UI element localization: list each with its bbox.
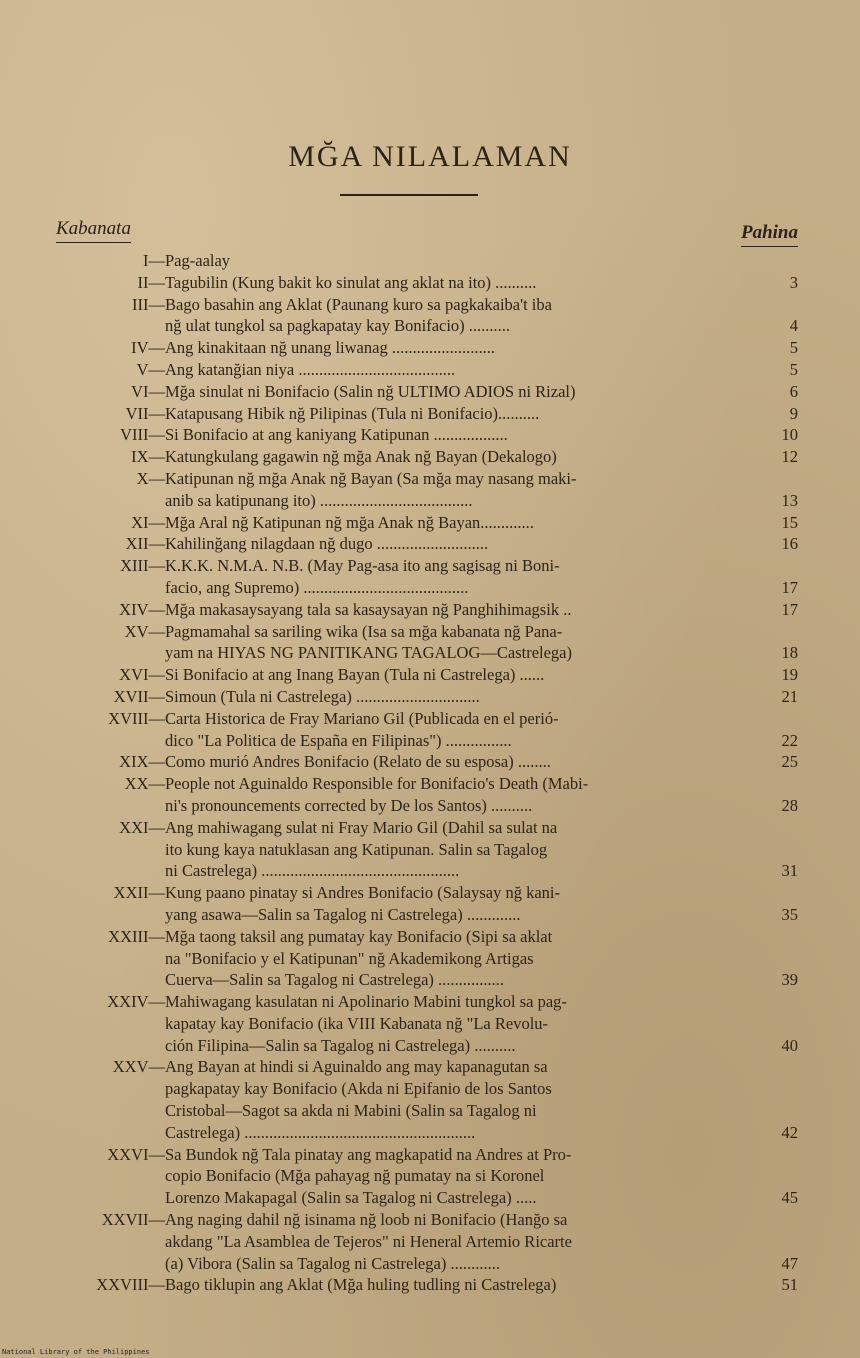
page-number: 22 [781, 730, 798, 750]
chapter-number: XV— [124, 621, 165, 641]
toc-line [0, 403, 860, 425]
chapter-title: yang asawa—Salin sa Tagalog ni Castrelega) ............. [165, 904, 521, 924]
toc-entry [0, 424, 860, 446]
toc-line [0, 1100, 860, 1122]
page-number: 21 [781, 686, 798, 706]
page-number: 16 [781, 534, 798, 554]
toc-line [0, 969, 860, 991]
chapter-title: ción Filipina—Salin sa Tagalog ni Castrelega) .......... [165, 1035, 516, 1055]
chapter-title: People not Aguinaldo Responsible for Bonifacio's Death (Mabi- [165, 774, 589, 794]
page-number: 51 [781, 1275, 798, 1295]
toc-entry [0, 1056, 860, 1143]
toc-line [0, 751, 860, 773]
chapter-title: dico "La Politica de España en Filipinas") ................ [165, 730, 512, 750]
chapter-title: Mahiwagang kasulatan ni Apolinario Mabini tungkol sa pag- [165, 992, 567, 1012]
chapter-title: Cuerva—Salin sa Tagalog ni Castrelega) ................ [165, 970, 505, 990]
page-number: 42 [781, 1122, 798, 1142]
chapter-title: yam na HIYAS NG PANITIKANG TAGALOG—Castrelega) [165, 643, 572, 663]
toc-entry [0, 337, 860, 359]
chapter-title: Cristobal—Sagot sa akda ni Mabini (Salin sa Tagalog ni [165, 1101, 537, 1121]
page-number: 31 [781, 861, 798, 881]
chapter-title: Ang naging dahil nğ isinama nğ loob ni Bonifacio (Hanğo sa [165, 1210, 568, 1230]
chapter-title: Como murió Andres Bonifacio (Relato de su esposa) ........ [165, 752, 551, 772]
toc-entry [0, 1144, 860, 1209]
page-number: 15 [781, 512, 798, 532]
column-label-page: Pahina [741, 222, 798, 247]
chapter-number: I— [143, 251, 165, 270]
chapter-number: XXII— [113, 883, 165, 903]
toc-line [0, 948, 860, 970]
chapter-number: XXVI— [107, 1144, 165, 1164]
chapter-title: Ang kinakitaan nğ unang liwanag ......................... [165, 338, 495, 358]
table-of-contents [0, 250, 860, 1296]
chapter-number: XI— [131, 512, 165, 532]
chapter-number: XXVIII— [96, 1275, 165, 1295]
page-number: 39 [781, 970, 798, 990]
chapter-title: Pag-aalay [165, 251, 231, 270]
toc-entry [0, 686, 860, 708]
toc-line [0, 468, 860, 490]
toc-line [0, 1078, 860, 1100]
page-number: 45 [781, 1188, 798, 1208]
toc-entry [0, 555, 860, 599]
toc-entry [0, 1209, 860, 1274]
chapter-title: Lorenzo Makapagal (Salin sa Tagalog ni Castrelega) ..... [165, 1188, 537, 1208]
toc-line [0, 773, 860, 795]
toc-line [0, 1209, 860, 1231]
page-title: MĞA NILALAMAN [288, 140, 572, 173]
chapter-number: V— [136, 359, 165, 379]
toc-line [0, 490, 860, 512]
chapter-number: IX— [131, 447, 165, 467]
chapter-title: anib sa katipunang ito) ..................................... [165, 490, 473, 510]
column-label-chapter: Kabanata [56, 218, 131, 243]
chapter-number: XXV— [112, 1057, 165, 1077]
chapter-number: VI— [131, 381, 165, 401]
toc-entry [0, 403, 860, 425]
chapter-title: ito kung kaya natuklasan ang Katipunan. Salin sa Tagalog [165, 839, 548, 859]
chapter-title: ni Castrelega) ................................................ [165, 861, 460, 881]
chapter-title: na "Bonifacio y el Katipunan" nğ Akademikong Artigas [165, 948, 534, 968]
page-number: 4 [789, 316, 798, 336]
chapter-title: Katipunan nğ mğa Anak nğ Bayan (Sa mğa may nasang maki- [165, 468, 577, 488]
chapter-title: facio, ang Supremo) ........................................ [165, 577, 469, 597]
page-number: 3 [789, 272, 798, 292]
chapter-number: XXVII— [101, 1210, 165, 1230]
chapter-number: XVI— [119, 665, 165, 685]
page-number: 35 [781, 904, 798, 924]
toc-entry [0, 446, 860, 468]
toc-line [0, 294, 860, 316]
toc-line [0, 446, 860, 468]
toc-line [0, 817, 860, 839]
chapter-number: II— [137, 272, 165, 292]
page-number: 17 [781, 577, 798, 597]
toc-entry [0, 468, 860, 512]
chapter-title: Mğa taong taksil ang pumatay kay Bonifacio (Sipi sa aklat [165, 926, 553, 946]
page-number: 5 [789, 338, 798, 358]
title-underline [340, 194, 478, 196]
page-number: 18 [781, 643, 798, 663]
toc-entry [0, 708, 860, 752]
chapter-number: VII— [125, 403, 165, 423]
toc-line [0, 708, 860, 730]
toc-line [0, 315, 860, 337]
toc-entry [0, 250, 860, 272]
toc-entry [0, 926, 860, 991]
toc-line [0, 1144, 860, 1166]
toc-entry [0, 773, 860, 817]
toc-line [0, 1231, 860, 1253]
toc-entry [0, 991, 860, 1056]
page-number: 47 [781, 1253, 798, 1273]
chapter-number: IV— [131, 338, 165, 358]
toc-line [0, 272, 860, 294]
chapter-title: K.K.K. N.M.A. N.B. (May Pag-asa ito ang sagisag ni Boni- [165, 556, 560, 576]
chapter-title: Katungkulang gagawin nğ mğa Anak nğ Bayan (Dekalogo) [165, 447, 557, 467]
toc-line [0, 621, 860, 643]
chapter-title: (a) Vibora (Salin sa Tagalog ni Castrelega) ............ [165, 1253, 500, 1273]
toc-entry [0, 817, 860, 882]
chapter-title: Carta Historica de Fray Mariano Gil (Publicada en el perió- [165, 708, 559, 728]
toc-line [0, 1253, 860, 1275]
chapter-number: XIX— [119, 752, 165, 772]
toc-line [0, 337, 860, 359]
toc-line [0, 664, 860, 686]
toc-entry [0, 533, 860, 555]
chapter-title: Si Bonifacio at ang Inang Bayan (Tula ni Castrelega) ...... [165, 665, 545, 685]
toc-line [0, 1187, 860, 1209]
toc-entry [0, 664, 860, 686]
toc-line [0, 250, 860, 272]
chapter-title: Ang mahiwagang sulat ni Fray Mario Gil (Dahil sa sulat na [165, 817, 558, 837]
toc-entry [0, 294, 860, 338]
chapter-title: Tagubilin (Kung bakit ko sinulat ang aklat na ito) .......... [165, 272, 537, 292]
chapter-number: VIII— [120, 425, 165, 445]
toc-line [0, 1165, 860, 1187]
toc-entry [0, 359, 860, 381]
chapter-title: Mğa sinulat ni Bonifacio (Salin nğ ULTIMO ADIOS ni Rizal) [165, 381, 576, 401]
page-number: 13 [781, 490, 798, 510]
chapter-title: Bago basahin ang Aklat (Paunang kuro sa pagkakaiba't iba [165, 294, 552, 314]
toc-line [0, 533, 860, 555]
toc-line [0, 512, 860, 534]
toc-line [0, 1122, 860, 1144]
chapter-title: akdang "La Asamblea de Tejeros" ni Heneral Artemio Ricarte [165, 1231, 572, 1251]
page-number: 5 [789, 359, 798, 379]
chapter-title: pagkapatay kay Bonifacio (Akda ni Epifanio de los Santos [165, 1079, 552, 1099]
chapter-title: nğ ulat tungkol sa pagkapatay kay Bonifacio) .......... [165, 316, 511, 336]
chapter-title: Pagmamahal sa sariling wika (Isa sa mğa kabanata nğ Pana- [165, 621, 563, 641]
toc-line [0, 926, 860, 948]
chapter-title: Mğa Aral nğ Katipunan nğ mğa Anak nğ Bayan............. [165, 512, 534, 532]
chapter-number: XXIV— [107, 992, 165, 1012]
chapter-number: XVIII— [108, 708, 165, 728]
chapter-title: Si Bonifacio at ang kaniyang Katipunan .................. [165, 425, 508, 445]
page-number: 10 [781, 425, 798, 445]
chapter-title: Ang Bayan at hindi si Aguinaldo ang may kapanagutan sa [165, 1057, 548, 1077]
chapter-title: copio Bonifacio (Mğa pahayag nğ pumatay na si Koronel [165, 1166, 545, 1186]
chapter-title: Bago tiklupin ang Aklat (Mğa huling tudling ni Castrelega) [165, 1275, 557, 1295]
page-number: 9 [789, 403, 798, 423]
toc-entry [0, 512, 860, 534]
chapter-title: Sa Bundok nğ Tala pinatay ang magkapatid na Andres at Pro- [165, 1144, 572, 1164]
toc-line [0, 359, 860, 381]
toc-line [0, 642, 860, 664]
chapter-title: kapatay kay Bonifacio (ika VIII Kabanata nğ "La Revolu- [165, 1013, 549, 1033]
toc-line [0, 1013, 860, 1035]
chapter-title: Kahilinğang nilagdaan nğ dugo ........................... [165, 534, 489, 554]
toc-line [0, 839, 860, 861]
chapter-title: ni's pronouncements corrected by De los Santos) .......... [165, 795, 533, 815]
chapter-title: Mğa makasaysayang tala sa kasaysayan nğ Panghihimagsik .. [165, 599, 572, 619]
toc-entry [0, 621, 860, 665]
page-number: 19 [781, 665, 798, 685]
chapter-number: XVII— [113, 686, 165, 706]
toc-line [0, 795, 860, 817]
toc-entry [0, 381, 860, 403]
toc-entry [0, 1274, 860, 1296]
page-number: 17 [781, 599, 798, 619]
chapter-title: Kung paano pinatay si Andres Bonifacio (Salaysay nğ kani- [165, 883, 560, 903]
toc-line [0, 860, 860, 882]
toc-line [0, 730, 860, 752]
toc-entry [0, 751, 860, 773]
toc-line [0, 381, 860, 403]
toc-line [0, 1035, 860, 1057]
toc-entry [0, 272, 860, 294]
page-number: 28 [781, 795, 798, 815]
chapter-title: Castrelega) ........................................................ [165, 1122, 476, 1142]
chapter-title: Simoun (Tula ni Castrelega) .............................. [165, 686, 480, 706]
toc-line [0, 1056, 860, 1078]
chapter-title: Katapusang Hibik nğ Pilipinas (Tula ni Bonifacio).......... [165, 403, 540, 423]
toc-line [0, 904, 860, 926]
chapter-number: XXIII— [108, 926, 165, 946]
chapter-number: XIII— [120, 556, 165, 576]
chapter-number: XII— [125, 534, 165, 554]
chapter-number: III— [132, 294, 165, 314]
toc-line [0, 882, 860, 904]
toc-line [0, 599, 860, 621]
toc-line [0, 991, 860, 1013]
toc-line [0, 555, 860, 577]
toc-line [0, 424, 860, 446]
toc-entry [0, 882, 860, 926]
toc-entry [0, 599, 860, 621]
toc-line [0, 686, 860, 708]
chapter-number: XX— [124, 774, 165, 794]
chapter-number: XXI— [119, 817, 165, 837]
library-footer: National Library of the Philippines [2, 1348, 150, 1356]
page-number: 12 [781, 447, 798, 467]
page-number: 6 [789, 381, 798, 401]
chapter-title: Ang katanğian niya ...................................... [165, 359, 456, 379]
chapter-number: X— [136, 468, 165, 488]
toc-line [0, 1274, 860, 1296]
page-number: 25 [781, 752, 798, 772]
toc-line [0, 577, 860, 599]
page-number: 40 [781, 1035, 798, 1055]
chapter-number: XIV— [119, 599, 165, 619]
